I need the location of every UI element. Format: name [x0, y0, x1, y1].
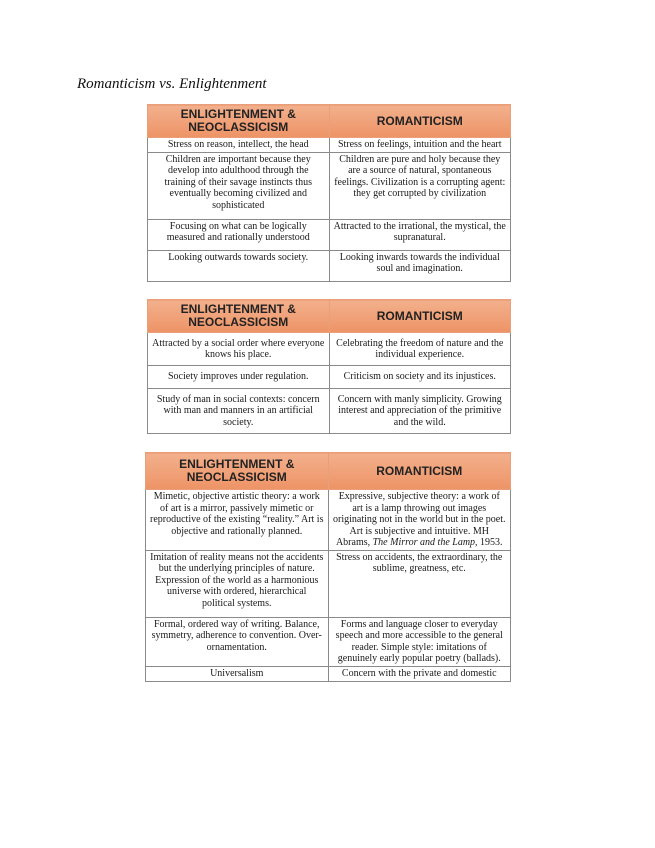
- table-row: [148, 389, 511, 434]
- romanticism-cell: Attracted to the irrational, the mystical, the supranatural.: [329, 219, 511, 250]
- table-row: [148, 366, 511, 389]
- table-header-row: [148, 300, 511, 333]
- enlightenment-cell: Study of man in social contexts: concern with man and manners in an artificial society.: [148, 389, 330, 434]
- header-enlightenment: ENLIGHTENMENT & NEOCLASSICISM: [148, 105, 330, 138]
- romanticism-cell: Stress on accidents, the extraordinary, the sublime, greatness, etc.: [328, 550, 511, 617]
- romanticism-cell: Celebrating the freedom of nature and the individual experience.: [329, 333, 511, 366]
- header-enlightenment: ENLIGHTENMENT & NEOCLASSICISM: [146, 453, 329, 490]
- table-row: [146, 666, 511, 681]
- book-title: The Mirror and the Lamp: [372, 537, 476, 548]
- table-row: [148, 138, 511, 153]
- table-header-row: [146, 453, 511, 490]
- comparison-table-3: [145, 452, 511, 682]
- romanticism-cell: Children are pure and holy because they are a source of natural, spontaneous feelings. Civilization is a corrupting agent: they get corrupted by civilization: [329, 152, 511, 219]
- table-row: [146, 490, 511, 551]
- document-title: Romanticism vs. Enlightenment: [77, 76, 267, 92]
- enlightenment-cell: Society improves under regulation.: [148, 366, 330, 389]
- romanticism-cell: [328, 490, 511, 551]
- header-romanticism: ROMANTICISM: [328, 453, 511, 490]
- romanticism-cell: Concern with manly simplicity. Growing interest and appreciation of the primitive and the wild.: [329, 389, 511, 434]
- table-row: [146, 550, 511, 617]
- table-header-row: [148, 105, 511, 138]
- romanticism-text: Expressive, subjective theory: a work of art is a lamp throwing out images originating not in the world but in the poet. Art is subjective and intuitive. MH Abrams,: [333, 491, 506, 548]
- header-enlightenment: ENLIGHTENMENT & NEOCLASSICISM: [148, 300, 330, 333]
- romanticism-cell: Looking inwards towards the individual soul and imagination.: [329, 250, 511, 281]
- header-romanticism: ROMANTICISM: [329, 300, 511, 333]
- enlightenment-cell: Looking outwards towards society.: [148, 250, 330, 281]
- romanticism-cell: Criticism on society and its injustices.: [329, 366, 511, 389]
- comparison-table-1: [147, 104, 511, 282]
- table-row: [148, 219, 511, 250]
- enlightenment-cell: Stress on reason, intellect, the head: [148, 138, 330, 153]
- enlightenment-cell: Children are important because they develop into adulthood through the training of their savage instincts thus eventually becoming civilized and sophisticated: [148, 152, 330, 219]
- table-row: [148, 152, 511, 219]
- table-row: [148, 333, 511, 366]
- romanticism-cell: Forms and language closer to everyday speech and more accessible to the general reader. Simple style: imitations of genuinely early popular poetry (ballads).: [328, 617, 511, 666]
- enlightenment-cell: Focusing on what can be logically measured and rationally understood: [148, 219, 330, 250]
- enlightenment-cell: Imitation of reality means not the accidents but the underlying principles of nature. Expression of the world as a harmonious universe with ordered, hierarchical political systems.: [146, 550, 329, 617]
- comparison-table-2: [147, 299, 511, 434]
- enlightenment-cell: Universalism: [146, 666, 329, 681]
- enlightenment-cell: Formal, ordered way of writing. Balance, symmetry, adherence to convention. Over-ornamentation.: [146, 617, 329, 666]
- romanticism-cell: Stress on feelings, intuition and the heart: [329, 138, 511, 153]
- table-row: [148, 250, 511, 281]
- romanticism-cell: Concern with the private and domestic: [328, 666, 511, 681]
- romanticism-text-end: , 1953.: [475, 537, 503, 548]
- table-row: [146, 617, 511, 666]
- header-romanticism: ROMANTICISM: [329, 105, 511, 138]
- enlightenment-cell: Attracted by a social order where everyone knows his place.: [148, 333, 330, 366]
- enlightenment-cell: Mimetic, objective artistic theory: a work of art is a mirror, passively mimetic or reproductive of the existing “reality.” Art is objective and rationally planned.: [146, 490, 329, 551]
